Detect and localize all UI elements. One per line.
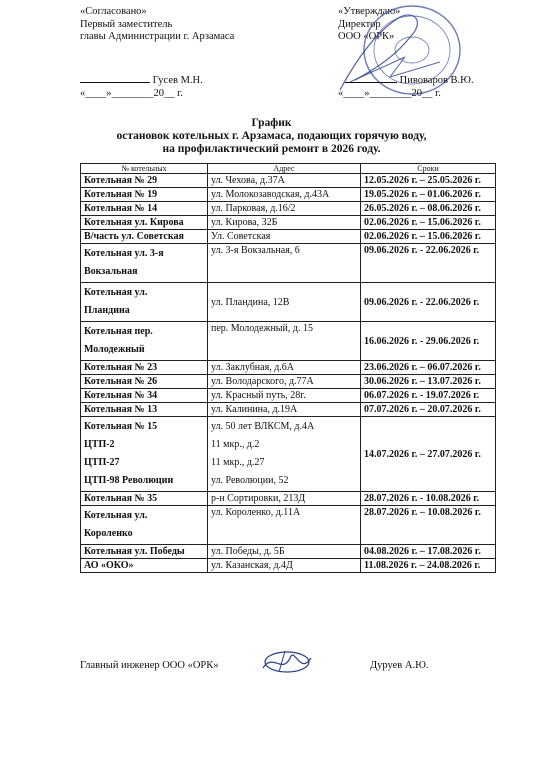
approval-left-date: «____»________20__ г. [80, 88, 183, 99]
boiler-name-line: ЦТП-2 [84, 439, 115, 450]
title-line-1: График [251, 117, 292, 129]
boiler-name-line-2: Пландина [84, 305, 130, 316]
boiler-name: В/часть ул. Советская [81, 230, 208, 244]
approval-right-organization: ООО «ОРК» [338, 31, 395, 42]
approval-left-heading: «Согласовано» [80, 6, 147, 17]
repair-period: 11.08.2026 г. – 24.08.2026 г. [361, 559, 496, 573]
boiler-name-line-2: Вокзальная [84, 266, 138, 277]
repair-period: 30.06.2026 г. – 13.07.2026 г. [361, 375, 496, 389]
table-row [81, 202, 496, 216]
boiler-address: ул. Победы, д. 5Б [208, 545, 361, 559]
boiler-address-line: ул. 50 лет ВЛКСМ, д.4А [211, 421, 315, 432]
boiler-address: ул. Короленко, д.11А [208, 506, 361, 545]
boiler-name: Котельная № 29 [81, 174, 208, 188]
boiler-name [81, 322, 208, 361]
repair-period: 04.08.2026 г. – 17.08.2026 г. [361, 545, 496, 559]
repair-period: 14.07.2026 г. – 27.07.2026 г. [361, 417, 496, 492]
approval-right-heading: «Утверждаю» [338, 6, 401, 17]
approval-right-signer: Пивоваров В.Ю. [399, 75, 474, 86]
boiler-address: ул. Пландина, 12В [208, 283, 361, 322]
table-row [81, 492, 496, 506]
approval-right-date: «____»________20__ г. [338, 88, 441, 99]
boiler-address: р-н Сортировки, 213Д [208, 492, 361, 506]
table-row [81, 559, 496, 573]
boiler-address [208, 417, 361, 492]
approval-left-signature-line [80, 75, 203, 86]
boiler-address: ул. Молокозаводская, д.43А [208, 188, 361, 202]
header-boiler: № котельных [81, 164, 208, 174]
table-row [81, 174, 496, 188]
boiler-address: пер. Молодежный, д. 15 [208, 322, 361, 361]
document-title [0, 117, 543, 156]
boiler-name: Котельная № 14 [81, 202, 208, 216]
repair-period: 12.05.2026 г. – 25.05.2026 г. [361, 174, 496, 188]
boiler-address: Ул. Советская [208, 230, 361, 244]
boiler-address: ул. Володарского, д.77А [208, 375, 361, 389]
boiler-name-line-2: Короленко [84, 528, 133, 539]
repair-period: 23.06.2026 г. – 06.07.2026 г. [361, 361, 496, 375]
boiler-name-line: ЦТП-98 Революции [84, 475, 174, 486]
boiler-name: Котельная № 13 [81, 403, 208, 417]
table-row [81, 322, 496, 361]
approval-left-position: Первый заместитель [80, 18, 173, 30]
boiler-name [81, 417, 208, 492]
table-row [81, 230, 496, 244]
boiler-name [81, 244, 208, 283]
footer-signer: Дуруев А.Ю. [370, 660, 429, 671]
boiler-address: ул. Казанская, д.4Д [208, 559, 361, 573]
boiler-address: ул. 3-я Вокзальная, 6 [208, 244, 361, 283]
title-line-3: на профилактический ремонт в 2026 году. [162, 143, 381, 155]
repair-period: 02.06.2026 г. – 15.06.2026 г. [361, 230, 496, 244]
repair-period: 07.07.2026 г. – 20.07.2026 г. [361, 403, 496, 417]
table-row [81, 244, 496, 283]
boiler-name: Котельная № 19 [81, 188, 208, 202]
repair-period: 09.06.2026 г. - 22.06.2026 г. [361, 283, 496, 322]
approval-left-organization: главы Администрации г. Арзамаса [80, 31, 235, 42]
repair-period: 06.07.2026 г. - 19.07.2026 г. [361, 389, 496, 403]
boiler-name-line-1: Котельная ул. 3-я [84, 248, 164, 259]
table-row [81, 389, 496, 403]
repair-period: 28.07.2026 г. - 10.08.2026 г. [361, 492, 496, 506]
repair-period: 28.07.2026 г. – 10.08.2026 г. [361, 506, 496, 545]
boiler-name [81, 283, 208, 322]
boiler-address-line: 11 мкр., д.2 [211, 439, 260, 450]
approval-right-signature-line [345, 75, 474, 86]
table-row [81, 216, 496, 230]
table-row [81, 361, 496, 375]
repair-period: 19.05.2026 г. – 01.06.2026 г. [361, 188, 496, 202]
boiler-address: ул. Красный путь, 28г. [208, 389, 361, 403]
table-row [81, 283, 496, 322]
boiler-name-line: Котельная № 15 [84, 421, 158, 432]
table-row [81, 506, 496, 545]
boiler-name: Котельная № 26 [81, 375, 208, 389]
repair-period: 09.06.2026 г. - 22.06.2026 г. [361, 244, 496, 283]
boiler-name: Котельная ул. Кирова [81, 216, 208, 230]
boiler-name: Котельная № 23 [81, 361, 208, 375]
header-period: Сроки [361, 164, 496, 174]
boiler-address: ул. Кирова, 32Б [208, 216, 361, 230]
boiler-name [81, 506, 208, 545]
handwritten-signature [255, 646, 317, 680]
boiler-name-line-2: Молодежный [84, 344, 145, 355]
boiler-address: ул. Парковая, д.16/2 [208, 202, 361, 216]
table-row [81, 403, 496, 417]
approval-left-signer: Гусев М.Н. [152, 75, 203, 86]
boiler-name: АО «ОКО» [81, 559, 208, 573]
boiler-address: ул. Чехова, д.37А [208, 174, 361, 188]
boiler-address: ул. Калинина, д.19А [208, 403, 361, 417]
boiler-address-line: 11 мкр., д.27 [211, 457, 265, 468]
company-stamp [330, 2, 470, 102]
boiler-name-line-1: Котельная ул. [84, 287, 148, 298]
schedule-table [80, 163, 496, 573]
table-header-row [81, 164, 496, 174]
boiler-name: Котельная № 35 [81, 492, 208, 506]
footer-position: Главный инженер ООО «ОРК» [80, 660, 219, 671]
table-row [81, 188, 496, 202]
boiler-name-line: ЦТП-27 [84, 457, 120, 468]
boiler-address-line: ул. Революции, 52 [211, 475, 289, 486]
approval-right-position: Директор [338, 18, 381, 30]
title-line-2: остановок котельных г. Арзамаса, подающих горячую воду, [116, 130, 427, 142]
boiler-name-line-1: Котельная пер. [84, 326, 153, 337]
boiler-name: Котельная ул. Победы [81, 545, 208, 559]
table-row [81, 417, 496, 492]
approval-left-block [80, 6, 234, 44]
boiler-name: Котельная № 34 [81, 389, 208, 403]
header-address: Адрес [208, 164, 361, 174]
boiler-address: ул. Заклубная, д.6А [208, 361, 361, 375]
table-row [81, 375, 496, 389]
table-row [81, 545, 496, 559]
repair-period: 16.06.2026 г. - 29.06.2026 г. [361, 322, 496, 361]
boiler-name-line-1: Котельная ул. [84, 510, 148, 521]
repair-period: 26.05.2026 г. – 08.06.2026 г. [361, 202, 496, 216]
repair-period: 02.06.2026 г. – 15.06.2026 г. [361, 216, 496, 230]
